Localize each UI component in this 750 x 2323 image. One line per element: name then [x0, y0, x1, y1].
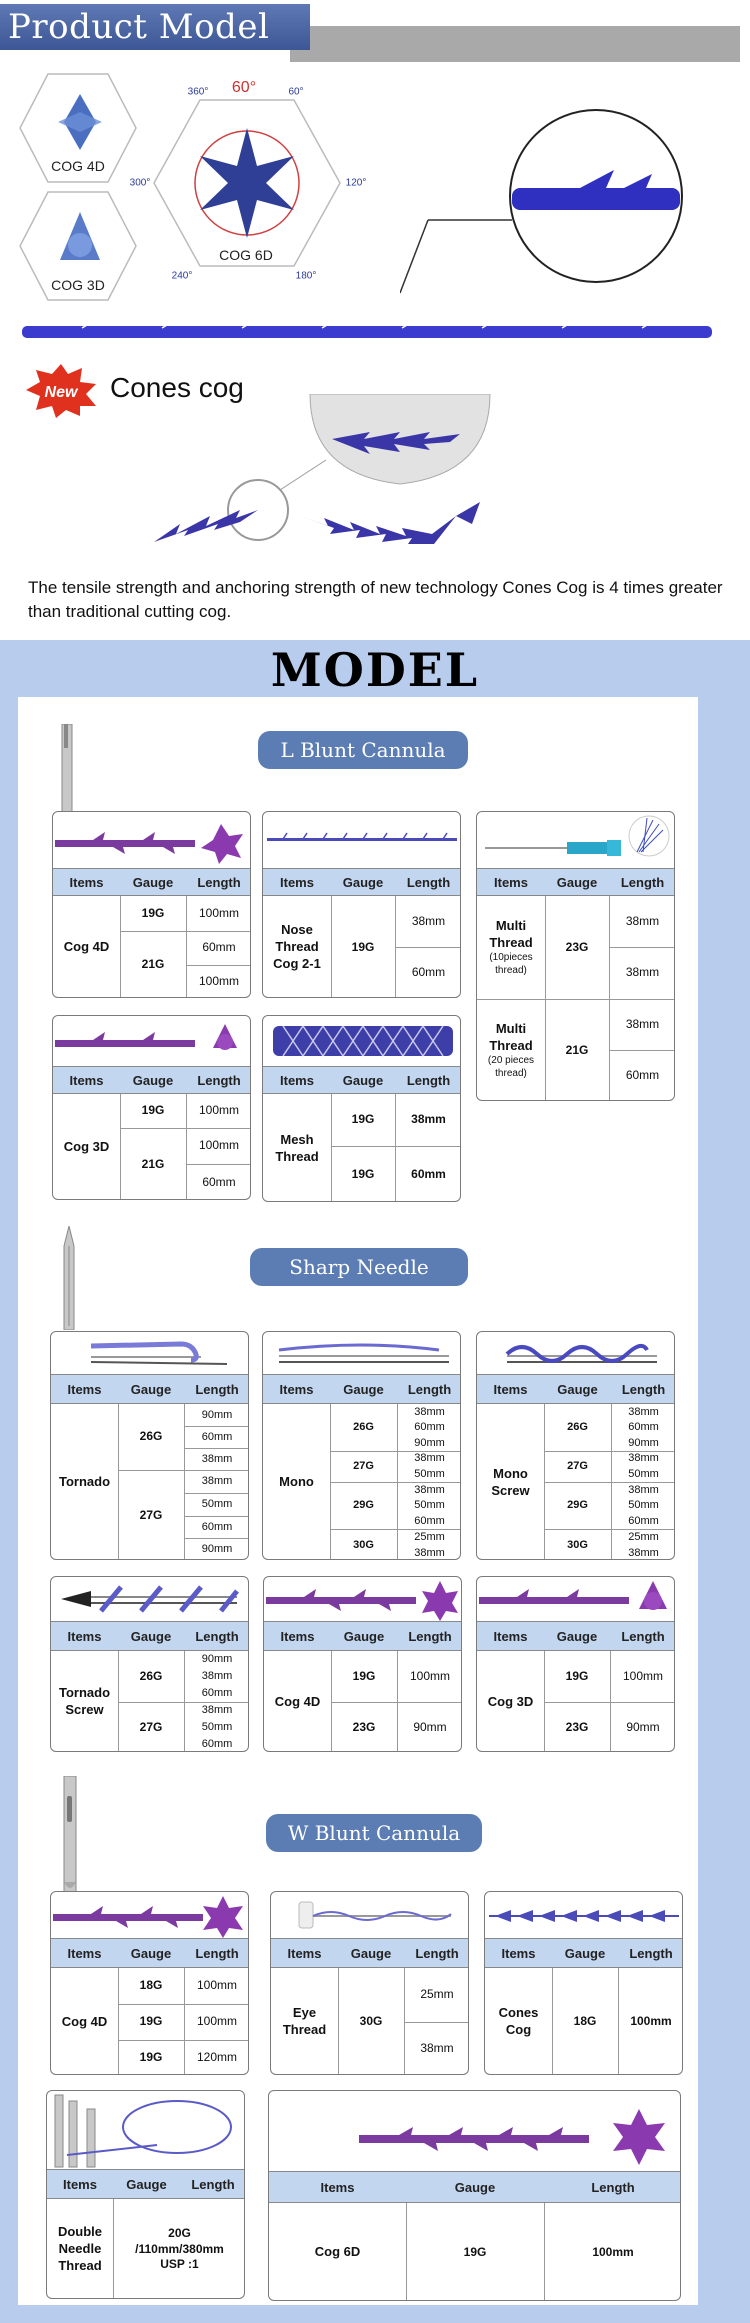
col-items: Items [67, 1628, 102, 1644]
sharp-cog4d-card [263, 1576, 462, 1752]
col-length: Length [591, 2179, 635, 2195]
length-cell: 100mm [198, 1138, 239, 1153]
length-cell: 60mm [201, 1738, 233, 1751]
new-badge-icon [22, 362, 100, 418]
table-header [477, 1374, 674, 1404]
length-cell: 25mm [628, 1530, 659, 1543]
item-name: Mono Screw [491, 1465, 530, 1498]
degree-label: 360° [187, 86, 209, 98]
degree-label: 240° [171, 270, 193, 282]
gauge-cell: 19G [139, 2014, 163, 2029]
gauge-cell: 23G [565, 939, 589, 954]
length-cell: 38mm [414, 1452, 445, 1465]
col-items: Items [501, 1945, 536, 1961]
length-cell: 100mm [198, 1103, 239, 1118]
item-name: Mono [279, 1474, 314, 1490]
col-length: Length [621, 1628, 665, 1644]
gauge-cell: 23G [565, 1719, 589, 1734]
l-blunt-nose-thread-card [262, 811, 461, 998]
length-cell: 100mm [196, 2014, 237, 2029]
col-items: Items [63, 2176, 97, 2192]
table-header [263, 868, 460, 896]
length-cell: 100mm [198, 974, 239, 989]
length-cell: 38mm [420, 2041, 454, 2056]
length-cell: 38mm [625, 913, 660, 928]
length-cell: 25mm [420, 1987, 454, 2002]
col-gauge: Gauge [126, 2176, 167, 2192]
gauge-cell: 30G [567, 1538, 588, 1551]
length-cell: 90mm [626, 1719, 660, 1734]
length-cell: 38mm [414, 1546, 445, 1559]
purple-cog-thread-icon [477, 1577, 675, 1621]
col-items: Items [280, 1628, 315, 1644]
w-blunt-cannula-pill: W Blunt Cannula [266, 1814, 482, 1852]
length-cell: 90mm [201, 1543, 233, 1556]
length-cell: 60mm [411, 1166, 446, 1181]
table-header [264, 1621, 461, 1651]
sharp-mono-screw-card [476, 1331, 675, 1560]
gauge-cell: 19G [351, 1166, 375, 1181]
l-blunt-multi-thread-card [476, 811, 675, 1101]
angle-60-label: 60° [231, 79, 257, 96]
item-name: Mesh Thread [275, 1131, 319, 1164]
gauge-cell: 27G [567, 1460, 588, 1473]
sharp-tornado-screw-card [50, 1576, 249, 1752]
product-model-title: Product Model [0, 4, 310, 50]
purple-cog-thread-icon [264, 1577, 462, 1621]
blue-thread-icon [22, 318, 712, 348]
col-items: Items [69, 874, 104, 890]
col-length: Length [195, 1945, 239, 1961]
gauge-cell: 27G [139, 1719, 163, 1734]
cog4d-label: COG 4D [51, 158, 105, 174]
table-header [485, 1938, 682, 1968]
length-cell: 38mm [628, 1405, 659, 1418]
item-name: Tornado Screw [58, 1685, 111, 1717]
length-cell: 38mm [628, 1452, 659, 1465]
item-name: Tornado [58, 1474, 111, 1490]
col-gauge: Gauge [130, 1381, 172, 1397]
purple-cog-thread-icon [51, 1892, 249, 1938]
col-gauge: Gauge [132, 874, 174, 890]
length-cell: 38mm [201, 1704, 233, 1717]
item-name: Cog 4D [274, 1693, 321, 1709]
length-cell: 90mm [201, 1408, 233, 1421]
purple-cog-thread-icon [53, 1016, 251, 1066]
col-items: Items [67, 1945, 102, 1961]
sharp-tornado-card [50, 1331, 249, 1560]
col-gauge: Gauge [556, 874, 598, 890]
col-length: Length [406, 874, 451, 890]
tornado-thread-icon [51, 1332, 249, 1374]
col-items: Items [320, 2179, 355, 2195]
length-cell: 50mm [414, 1467, 445, 1480]
cog6d-thread-icon [269, 2091, 681, 2171]
gauge-cell: 19G [141, 905, 165, 920]
col-gauge: Gauge [350, 1945, 392, 1961]
l-blunt-cannula-pill: L Blunt Cannula [258, 731, 468, 769]
table-header [53, 1066, 250, 1094]
col-gauge: Gauge [342, 1072, 384, 1088]
table-header [263, 1374, 460, 1404]
cones-cog-thread-icon [485, 1892, 683, 1938]
item-name: Cog 3D [487, 1693, 534, 1709]
gauge-cell: 19G [463, 2244, 487, 2259]
length-cell: 90mm [201, 1653, 233, 1666]
col-gauge: Gauge [557, 1381, 598, 1397]
w-blunt-eye-thread-card [270, 1891, 469, 2075]
degree-label: 180° [295, 270, 317, 282]
length-cell: 100mm [196, 1978, 237, 1993]
length-cell: 60mm [411, 965, 446, 980]
l-blunt-cog4d-card [52, 811, 251, 998]
col-gauge: Gauge [454, 2179, 496, 2195]
col-items: Items [493, 1381, 528, 1397]
col-length: Length [191, 2176, 235, 2192]
col-gauge: Gauge [564, 1945, 606, 1961]
item-name: Cog 3D [63, 1139, 110, 1155]
length-cell: 60mm [202, 940, 236, 955]
col-items: Items [493, 1628, 528, 1644]
length-cell: 25mm [414, 1530, 445, 1543]
mesh-thread-icon [263, 1016, 461, 1066]
length-cell: 38mm [414, 1405, 445, 1418]
col-length: Length [197, 874, 241, 890]
degree-label: 120° [345, 177, 367, 189]
cones-cog-title: Cones cog [110, 372, 244, 403]
item-name: Nose Thread Cog 2-1 [273, 922, 321, 971]
sharp-needle-icon [60, 1226, 90, 1330]
tornado-screw-thread-icon [51, 1577, 249, 1621]
gauge-cell: 29G [353, 1499, 374, 1512]
gauge-cell: 30G [359, 2014, 383, 2029]
item-name: Cog 4D [63, 939, 110, 955]
degree-label: 300° [129, 177, 151, 189]
length-cell: 60mm [201, 1687, 233, 1700]
double-needle-icon [47, 2091, 245, 2169]
col-items: Items [280, 874, 314, 890]
length-cell: 38mm [411, 1112, 446, 1127]
col-gauge: Gauge [556, 1628, 598, 1644]
gauge-cell: 23G [352, 1719, 376, 1734]
multi-thread-needle-icon [477, 812, 675, 867]
magnified-cog-icon [400, 108, 740, 298]
col-gauge: Gauge [343, 1628, 385, 1644]
length-cell: 50mm [628, 1467, 659, 1480]
length-cell: 38mm [411, 913, 446, 928]
table-header [47, 2169, 244, 2199]
l-blunt-cog3d-card [52, 1015, 251, 1200]
length-cell: 38mm [201, 1670, 233, 1683]
col-gauge: Gauge [342, 874, 384, 890]
col-gauge: Gauge [130, 1628, 172, 1644]
length-cell: 60mm [628, 1514, 659, 1527]
gauge-cell: 26G [139, 1668, 163, 1683]
col-length: Length [415, 1945, 459, 1961]
col-length: Length [620, 874, 665, 890]
col-items: Items [279, 1381, 314, 1397]
col-length: Length [407, 1381, 452, 1397]
gauge-cell: 27G [139, 1507, 163, 1522]
header-gray-bar [290, 26, 740, 62]
length-cell: 38mm [625, 1016, 660, 1031]
gauge-cell: 18G [139, 1978, 163, 1993]
length-cell: 38mm [201, 1452, 233, 1465]
col-length: Length [408, 1628, 452, 1644]
gauge-cell: 30G [353, 1538, 374, 1551]
col-gauge: Gauge [132, 1072, 174, 1088]
l-blunt-mesh-thread-card [262, 1015, 461, 1202]
new-badge-text: New [44, 384, 78, 401]
gauge-cell: 19G [352, 1668, 376, 1683]
length-cell: 50mm [628, 1499, 659, 1512]
blunt-cannula-icon [58, 724, 88, 824]
gauge-cell: 21G [141, 957, 165, 972]
cones-cog-illustration-icon [150, 394, 520, 564]
length-cell: 90mm [413, 1719, 447, 1734]
cog3d-label: COG 3D [51, 277, 105, 293]
col-items: Items [69, 1072, 104, 1088]
gauge-cell: 18G [573, 2014, 597, 2029]
length-cell: 50mm [201, 1721, 233, 1734]
length-cell: 90mm [414, 1436, 445, 1449]
table-header [263, 1066, 460, 1094]
length-cell: 100mm [622, 1668, 663, 1683]
cog6d-hex-icon [152, 98, 342, 268]
col-length: Length [629, 1945, 673, 1961]
col-items: Items [494, 874, 528, 890]
gauge-cell: 26G [139, 1429, 163, 1444]
length-cell: 100mm [409, 1668, 450, 1683]
w-blunt-cones-cog-card [484, 1891, 683, 2075]
item-name: Multi Thread (10pieces thread) [489, 917, 533, 977]
gauge-cell: 21G [565, 1042, 589, 1057]
w-blunt-cog4d-card [50, 1891, 249, 2075]
col-length: Length [621, 1381, 666, 1397]
item-name: Cog 6D [314, 2244, 361, 2260]
length-cell: 120mm [196, 2050, 237, 2065]
length-cell: 60mm [202, 1174, 236, 1189]
length-cell: 50mm [201, 1498, 233, 1511]
length-cell: 100mm [630, 2014, 672, 2029]
spec-cell: 20G /110mm/380mm USP :1 [135, 2226, 224, 2272]
gauge-cell: 19G [565, 1668, 589, 1683]
model-title: MODEL [270, 643, 480, 697]
w-blunt-double-needle-card [46, 2090, 245, 2299]
table-header [51, 1374, 248, 1404]
cog6d-label: COG 6D [219, 247, 273, 263]
gauge-cell: 19G [351, 939, 375, 954]
sharp-needle-pill: Sharp Needle [250, 1248, 468, 1286]
item-name: Eye Thread [282, 2005, 327, 2037]
item-name: Multi Thread (20 pieces thread) [487, 1020, 535, 1080]
length-cell: 90mm [628, 1436, 659, 1449]
length-cell: 38mm [414, 1483, 445, 1496]
length-cell: 38mm [625, 965, 660, 980]
length-cell: 60mm [201, 1520, 233, 1533]
col-gauge: Gauge [343, 1381, 384, 1397]
length-cell: 60mm [625, 1068, 660, 1083]
gauge-cell: 29G [567, 1499, 588, 1512]
item-name: Cog 4D [61, 2013, 108, 2029]
col-length: Length [406, 1072, 451, 1088]
col-items: Items [67, 1381, 102, 1397]
nose-thread-icon [263, 812, 461, 867]
degree-label: 60° [288, 86, 304, 98]
col-length: Length [195, 1381, 239, 1397]
table-header [271, 1938, 468, 1968]
col-items: Items [287, 1945, 322, 1961]
length-cell: 60mm [628, 1421, 659, 1434]
table-header [53, 868, 250, 896]
gauge-cell: 19G [351, 1112, 375, 1127]
col-length: Length [197, 1072, 241, 1088]
sharp-mono-card [262, 1331, 461, 1560]
table-header [477, 1621, 674, 1651]
gauge-cell: 19G [141, 1103, 165, 1118]
gauge-cell: 26G [353, 1421, 374, 1434]
col-length: Length [195, 1628, 239, 1644]
mono-thread-icon [263, 1332, 461, 1374]
table-header [51, 1621, 248, 1651]
gauge-cell: 27G [353, 1460, 374, 1473]
table-header [477, 868, 674, 896]
length-cell: 38mm [628, 1483, 659, 1496]
length-cell: 38mm [628, 1546, 659, 1559]
table-header [51, 1938, 248, 1968]
length-cell: 60mm [414, 1421, 445, 1434]
length-cell: 60mm [201, 1430, 233, 1443]
table-header [269, 2171, 680, 2203]
col-items: Items [280, 1072, 314, 1088]
gauge-cell: 21G [141, 1156, 165, 1171]
length-cell: 100mm [592, 2244, 634, 2259]
gauge-cell: 19G [139, 2050, 163, 2065]
item-name: Cones Cog [498, 2005, 539, 2037]
length-cell: 38mm [201, 1475, 233, 1488]
purple-cog-thread-icon [53, 812, 251, 867]
length-cell: 50mm [414, 1499, 445, 1512]
length-cell: 60mm [414, 1514, 445, 1527]
description-text: The tensile strength and anchoring strength of new technology Cones Cog is 4 times greater than traditional cutting cog. [28, 578, 723, 621]
length-cell: 100mm [198, 905, 239, 920]
item-name: Double Needle Thread [57, 2224, 103, 2273]
eye-thread-icon [271, 1892, 469, 1938]
w-blunt-cog6d-card [268, 2090, 681, 2301]
mono-screw-thread-icon [477, 1332, 675, 1374]
sharp-cog3d-card [476, 1576, 675, 1752]
col-gauge: Gauge [130, 1945, 172, 1961]
blunt-cannula-icon [60, 1776, 90, 1894]
gauge-cell: 26G [567, 1421, 588, 1434]
